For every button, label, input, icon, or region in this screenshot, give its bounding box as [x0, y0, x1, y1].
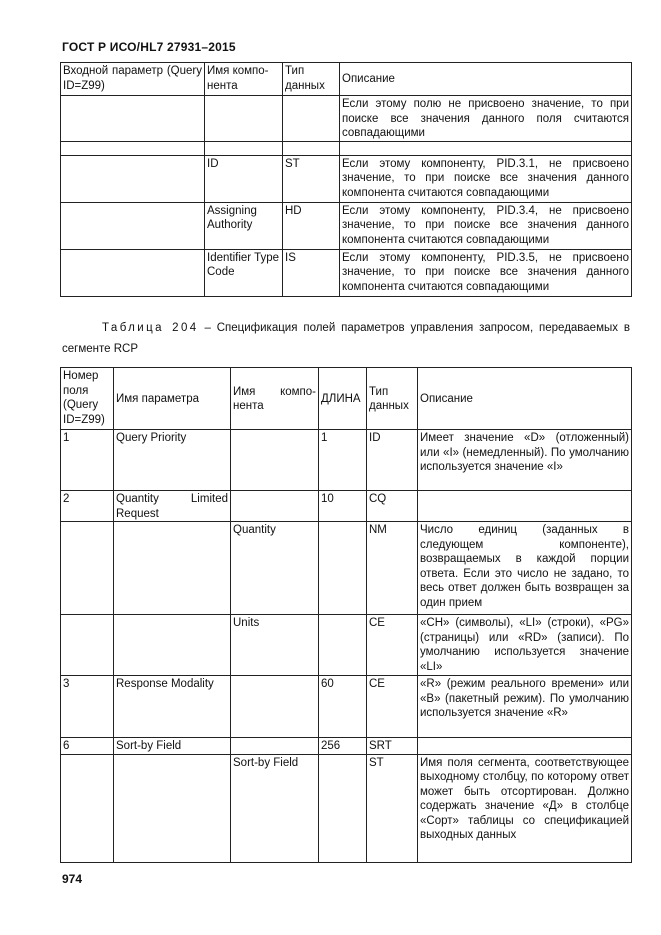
table-cell: Если этому полю не присвоено значение, то при поиске все значения данного поля считаются совпадающими [340, 96, 632, 142]
table-cell [61, 754, 114, 862]
column-header: Имя параметра [114, 368, 231, 430]
table-cell: Если этому компоненту, PID.3.4, не присвоено значение, то при поиске все значения данного компонента считаются совпадающими [340, 202, 632, 249]
table-cell: 3 [61, 676, 114, 738]
table-row [61, 615, 632, 676]
table-cell: Query Priority [114, 430, 231, 491]
table-caption-text: – Спецификация полей параметров управления запросом, передаваемых в сегменте RCP [62, 322, 630, 355]
column-header: Имя компо-нента [231, 368, 319, 430]
table-cell: Если этому компоненту, PID.3.1, не присвоено значение, то при поиске все значения данного компонента считаются совпадающими [340, 155, 632, 202]
table-cell [61, 615, 114, 676]
column-header: ДЛИНА [319, 368, 367, 430]
table-caption-label: Таблица 204 [102, 322, 199, 334]
column-header: Входной параметр (Query ID=Z99) [61, 63, 205, 96]
table-cell [319, 754, 367, 862]
table-cell: ID [367, 430, 418, 491]
table-cell: CE [367, 615, 418, 676]
table-cell: Sort-by Field [114, 738, 231, 755]
table-cell [418, 491, 632, 522]
table-cell [340, 141, 632, 155]
parameters-table-continued [60, 62, 632, 297]
table-row [61, 522, 632, 615]
table-cell [61, 202, 205, 249]
table-row [61, 202, 632, 249]
column-header: Номер поля (Query ID=Z99) [61, 368, 114, 430]
table-row [61, 491, 632, 522]
table-cell [231, 430, 319, 491]
table-cell [231, 676, 319, 738]
table-row [61, 249, 632, 296]
column-header: Имя компо-нента [205, 63, 283, 96]
table-cell: «CH» (символы), «LI» (строки), «PG» (страницы) или «RD» (записи). По умолчанию используется значение «LI» [418, 615, 632, 676]
table-cell: Quantity Limited Request [114, 491, 231, 522]
table-cell [114, 615, 231, 676]
table-cell: 60 [319, 676, 367, 738]
rcp-parameters-table [60, 367, 632, 863]
table-cell: Sort-by Field [231, 754, 319, 862]
table-cell [418, 738, 632, 755]
table-header-row [61, 368, 632, 430]
table-cell: 1 [61, 430, 114, 491]
table-row [61, 738, 632, 755]
table-cell [319, 615, 367, 676]
table-cell: CE [367, 676, 418, 738]
table-cell: Число единиц (заданных в следующем компоненте), возвращаемых в каждой порции ответа. Если это число не задано, то весь ответ должен быть возвращен за один прием [418, 522, 632, 615]
table-cell: 10 [319, 491, 367, 522]
table-cell [61, 155, 205, 202]
table-cell: CQ [367, 491, 418, 522]
table-cell: NM [367, 522, 418, 615]
table-cell: Units [231, 615, 319, 676]
table-cell [114, 754, 231, 862]
table-cell [205, 141, 283, 155]
table-cell: IS [283, 249, 340, 296]
table-cell [283, 141, 340, 155]
table-cell [205, 96, 283, 142]
table-row [61, 754, 632, 862]
table-cell: Assigning Authority [205, 202, 283, 249]
table-cell [61, 96, 205, 142]
table-cell: HD [283, 202, 340, 249]
table-cell [61, 522, 114, 615]
table-row [61, 430, 632, 491]
table-cell: SRT [367, 738, 418, 755]
table-cell: Имеет значение «D» (отложенный) или «I» (немедленный). По умолчанию используется значение «I» [418, 430, 632, 491]
table-cell: ST [367, 754, 418, 862]
column-header: Описание [418, 368, 632, 430]
page-number: 974 [62, 872, 83, 886]
table-cell: «R» (режим реального времени» или «B» (пакетный режим). По умолчанию используется значение «R» [418, 676, 632, 738]
table-cell: Response Modality [114, 676, 231, 738]
table-row [61, 155, 632, 202]
column-header: Тип данных [283, 63, 340, 96]
table-caption [62, 318, 630, 360]
table-cell: ID [205, 155, 283, 202]
table-cell: ST [283, 155, 340, 202]
table-cell: 6 [61, 738, 114, 755]
table-cell [114, 522, 231, 615]
table-cell [319, 522, 367, 615]
column-header: Тип данных [367, 368, 418, 430]
table-cell: 1 [319, 430, 367, 491]
table-header-row [61, 63, 632, 96]
table-cell: Имя поля сегмента, соответствующее выходному столбцу, по которому ответ может быть отсортирован. Должно содержать значение «Д» в столбце «Сорт» таблицы со спецификацией выходных данных [418, 754, 632, 862]
document-header: ГОСТ Р ИСО/HL7 27931–2015 [62, 40, 236, 54]
table-cell [231, 491, 319, 522]
table-cell: Identifier Type Code [205, 249, 283, 296]
table-row [61, 96, 632, 142]
table-cell: Quantity [231, 522, 319, 615]
table-cell: Если этому компоненту, PID.3.5, не присвоено значение, то при поиске все значения данного компонента считаются совпадающими [340, 249, 632, 296]
table-cell [61, 141, 205, 155]
table-cell [283, 96, 340, 142]
table-row [61, 141, 632, 155]
table-row [61, 676, 632, 738]
table-cell [61, 249, 205, 296]
table-cell: 2 [61, 491, 114, 522]
table-cell: 256 [319, 738, 367, 755]
column-header: Описание [340, 63, 632, 96]
table-cell [231, 738, 319, 755]
